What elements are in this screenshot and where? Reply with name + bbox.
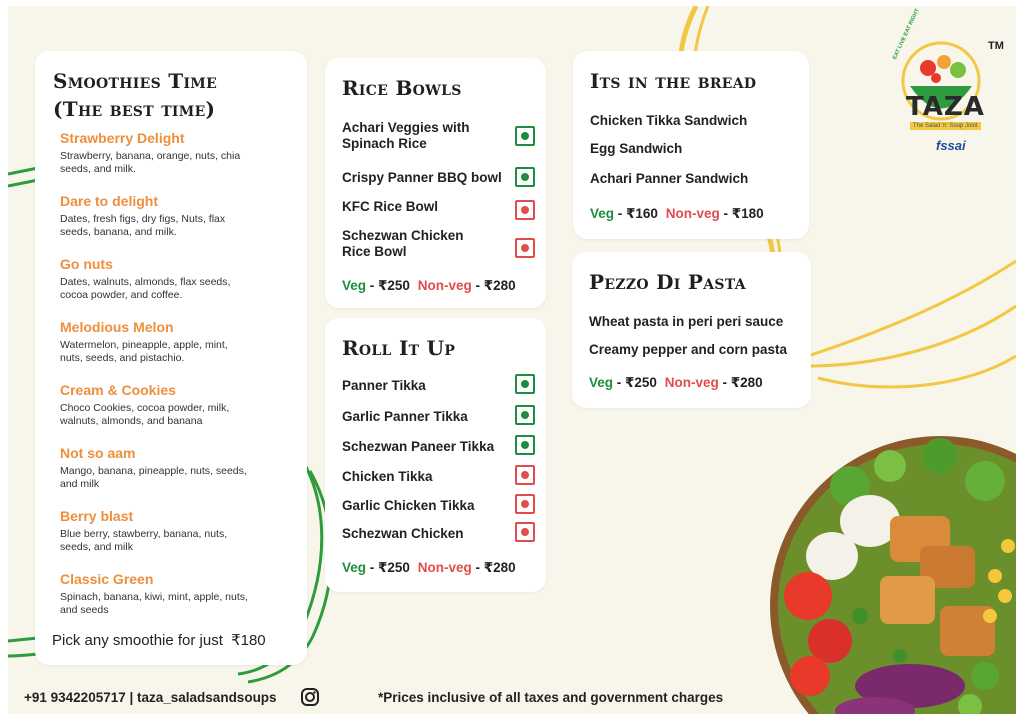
rice-bowls-title: Rice Bowls bbox=[342, 76, 462, 100]
price-line bbox=[589, 375, 763, 391]
nonveg-label: Non-veg bbox=[665, 206, 720, 221]
menu-item bbox=[342, 228, 464, 260]
smoothie-item bbox=[60, 445, 250, 491]
bread-card bbox=[573, 51, 809, 239]
nonveg-label: Non-veg bbox=[417, 278, 472, 293]
smoothie-name: Dare to delight bbox=[60, 193, 159, 209]
instagram-icon[interactable] bbox=[300, 687, 320, 707]
veg-label: Veg bbox=[342, 560, 367, 575]
smoothie-name: Go nuts bbox=[60, 256, 113, 272]
menu-item: Schezwan Chicken bbox=[342, 526, 464, 541]
logo-wordmark: TAZA bbox=[906, 92, 985, 122]
nonveg-marker-icon bbox=[515, 200, 535, 220]
smoothie-description: Choco Cookies, cocoa powder, milk, walnuts, almonds, and banana bbox=[60, 402, 230, 427]
nonveg-price: - ₹280 bbox=[475, 278, 516, 293]
veg-label: Veg bbox=[589, 375, 614, 390]
nonveg-marker-icon bbox=[515, 238, 535, 258]
veg-marker-icon bbox=[515, 167, 535, 187]
veg-price: - ₹160 bbox=[617, 206, 658, 221]
smoothie-price-line bbox=[52, 631, 266, 649]
roll-it-up-card bbox=[325, 318, 546, 592]
contact-info bbox=[24, 690, 277, 705]
nonveg-price: - ₹280 bbox=[722, 375, 763, 390]
menu-item: Chicken Tikka bbox=[342, 469, 433, 484]
smoothies-title-line1: Smoothies Time bbox=[53, 69, 218, 93]
smoothie-price-text: Pick any smoothie for just bbox=[52, 632, 223, 649]
nonveg-marker-icon bbox=[515, 465, 535, 485]
smoothie-name: Strawberry Delight bbox=[60, 130, 185, 146]
smoothie-price: ₹180 bbox=[231, 632, 266, 649]
veg-price: - ₹250 bbox=[616, 375, 657, 390]
nonveg-label: Non-veg bbox=[664, 375, 719, 390]
fssai-logo: fssai bbox=[936, 138, 966, 153]
smoothie-item bbox=[60, 508, 250, 554]
logo bbox=[892, 8, 1006, 166]
veg-marker-icon bbox=[515, 374, 535, 394]
smoothie-name: Melodious Melon bbox=[60, 319, 174, 335]
veg-label: Veg bbox=[342, 278, 367, 293]
menu-item: KFC Rice Bowl bbox=[342, 199, 439, 214]
menu-item: Chicken Tikka Sandwich bbox=[590, 113, 748, 128]
price-note: *Prices inclusive of all taxes and government charges bbox=[378, 690, 724, 705]
menu-item-name-cont: Spinach Rice bbox=[342, 136, 427, 151]
smoothie-item bbox=[60, 256, 250, 302]
roll-title: Roll It Up bbox=[342, 336, 456, 360]
smoothie-item bbox=[60, 571, 250, 617]
price-line bbox=[342, 278, 516, 294]
smoothie-name: Classic Green bbox=[60, 571, 154, 587]
contact-text: +91 9342205717 | taza_saladsandsoups bbox=[24, 690, 277, 705]
nonveg-marker-icon bbox=[515, 522, 535, 542]
menu-item: Achari Panner Sandwich bbox=[590, 171, 749, 186]
salad-bowl-image bbox=[770, 426, 1016, 714]
nonveg-label: Non-veg bbox=[417, 560, 472, 575]
nonveg-marker-icon bbox=[515, 494, 535, 514]
menu-page bbox=[8, 6, 1016, 714]
smoothies-title-line2: (The best time) bbox=[53, 97, 216, 121]
menu-item: Garlic Panner Tikka bbox=[342, 409, 468, 424]
smoothie-description: Spinach, banana, kiwi, mint, apple, nuts, and seeds bbox=[60, 591, 248, 616]
nonveg-price: - ₹280 bbox=[475, 560, 516, 575]
menu-item: Crispy Panner BBQ bowl bbox=[342, 170, 502, 185]
smoothie-description: Blue berry, stawberry, banana, nuts, seeds, and milk bbox=[60, 528, 228, 553]
menu-item-name: Schezwan Chicken bbox=[342, 228, 464, 243]
smoothies-card bbox=[35, 51, 307, 665]
nonveg-price: - ₹180 bbox=[723, 206, 764, 221]
menu-item: Egg Sandwich bbox=[590, 141, 683, 156]
veg-marker-icon bbox=[515, 126, 535, 146]
logo-tagline-bottom: The Salad 'n' Soup Joint bbox=[910, 122, 981, 130]
trademark-label: TM bbox=[988, 40, 1004, 52]
smoothie-description: Dates, fresh figs, dry figs, Nuts, flax seeds, banana, and milk. bbox=[60, 213, 226, 238]
menu-item: Schezwan Paneer Tikka bbox=[342, 439, 495, 454]
veg-price: - ₹250 bbox=[369, 278, 410, 293]
menu-item bbox=[342, 120, 470, 152]
logo-tagline-top: EAT LIVE EAT RIGHT bbox=[892, 8, 921, 61]
smoothie-description: Watermelon, pineapple, apple, mint, nuts, seeds, and pistachio. bbox=[60, 339, 228, 364]
veg-label: Veg bbox=[590, 206, 615, 221]
menu-item-name-cont: Rice Bowl bbox=[342, 244, 407, 259]
smoothie-item bbox=[60, 193, 250, 239]
smoothie-description: Dates, walnuts, almonds, flax seeds, cocoa powder, and coffee. bbox=[60, 276, 231, 301]
veg-price: - ₹250 bbox=[369, 560, 410, 575]
smoothie-name: Berry blast bbox=[60, 508, 134, 524]
price-line bbox=[342, 560, 516, 576]
smoothie-item bbox=[60, 130, 250, 176]
smoothie-description: Mango, banana, pineapple, nuts, seeds, and milk bbox=[60, 465, 247, 490]
pasta-card bbox=[572, 252, 811, 408]
menu-item: Creamy pepper and corn pasta bbox=[589, 342, 788, 357]
menu-item: Panner Tikka bbox=[342, 378, 426, 393]
smoothie-item bbox=[60, 319, 250, 365]
menu-item: Garlic Chicken Tikka bbox=[342, 498, 475, 513]
smoothie-description: Strawberry, banana, orange, nuts, chia seeds, and milk. bbox=[60, 150, 241, 175]
bread-title: Its in the bread bbox=[590, 69, 757, 93]
pasta-title: Pezzo Di Pasta bbox=[589, 270, 746, 294]
smoothie-item bbox=[60, 382, 250, 428]
smoothie-name: Not so aam bbox=[60, 445, 136, 461]
veg-marker-icon bbox=[515, 405, 535, 425]
smoothie-name: Cream & Cookies bbox=[60, 382, 176, 398]
menu-item-name: Achari Veggies with bbox=[342, 120, 470, 135]
menu-item: Wheat pasta in peri peri sauce bbox=[589, 314, 784, 329]
rice-bowls-card bbox=[325, 58, 546, 308]
price-line bbox=[590, 206, 764, 222]
veg-marker-icon bbox=[515, 435, 535, 455]
